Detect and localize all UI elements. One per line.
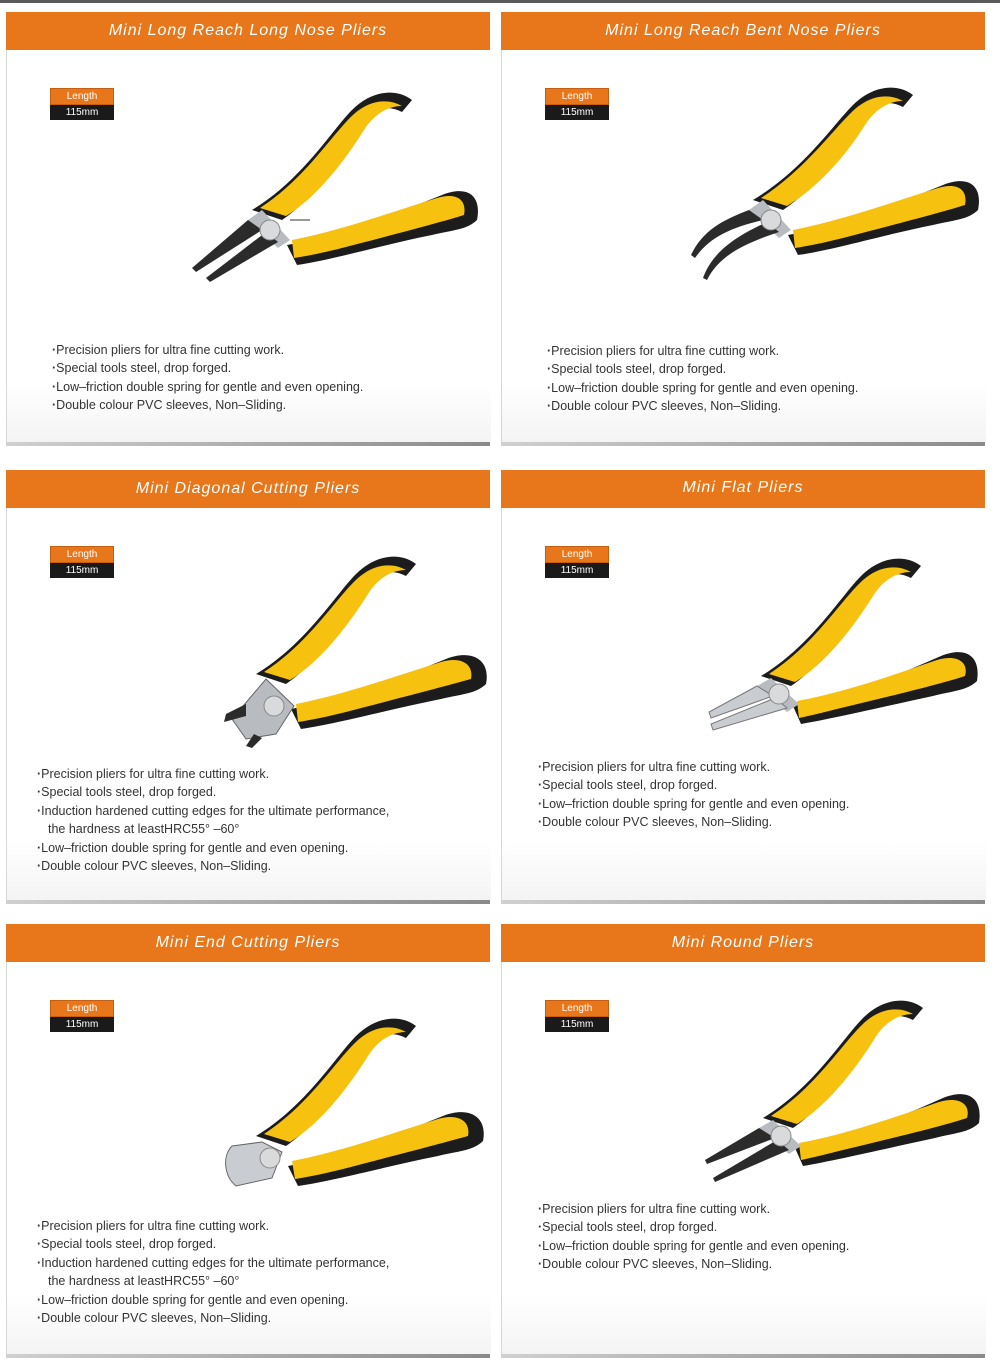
feature-item: · Special tools steel, drop forged. bbox=[538, 1218, 849, 1236]
product-card-bent-nose bbox=[501, 12, 985, 446]
feature-item: · Special tools steel, drop forged. bbox=[37, 1235, 389, 1253]
feature-item: · Low–friction double spring for gentle and even opening. bbox=[547, 379, 858, 397]
feature-item: · Low–friction double spring for gentle and even opening. bbox=[538, 795, 849, 813]
panel-shadow bbox=[6, 442, 490, 446]
feature-list bbox=[37, 1217, 389, 1327]
length-label: Length bbox=[50, 546, 114, 563]
panel-shadow bbox=[6, 1354, 490, 1358]
length-value: 115mm bbox=[545, 1017, 609, 1032]
length-badge bbox=[545, 1000, 609, 1032]
feature-item: · Precision pliers for ultra fine cutting work. bbox=[37, 1217, 389, 1235]
product-title: Mini Flat Pliers bbox=[501, 470, 985, 508]
feature-item: · Double colour PVC sleeves, Non–Sliding. bbox=[538, 1255, 849, 1273]
feature-list bbox=[538, 1200, 849, 1274]
length-label: Length bbox=[545, 546, 609, 563]
length-label: Length bbox=[50, 1000, 114, 1017]
diagonal-cutting-pliers-image bbox=[216, 534, 496, 754]
feature-item: · Double colour PVC sleeves, Non–Sliding. bbox=[37, 857, 389, 875]
long-nose-pliers-image bbox=[182, 70, 482, 290]
feature-item: · Precision pliers for ultra fine cutting work. bbox=[52, 341, 363, 359]
feature-item-continued: the hardness at leastHRC55° –60° bbox=[48, 822, 240, 837]
feature-item: · Precision pliers for ultra fine cutting work. bbox=[538, 758, 849, 776]
feature-item: · Precision pliers for ultra fine cutting work. bbox=[538, 1200, 849, 1218]
feature-item: · Double colour PVC sleeves, Non–Sliding. bbox=[52, 396, 363, 414]
feature-item: · Low–friction double spring for gentle and even opening. bbox=[37, 1291, 389, 1309]
length-value: 115mm bbox=[545, 105, 609, 120]
feature-item: · Special tools steel, drop forged. bbox=[52, 359, 363, 377]
feature-list bbox=[538, 758, 849, 832]
feature-item: · Precision pliers for ultra fine cutting work. bbox=[547, 342, 858, 360]
length-badge bbox=[545, 88, 609, 120]
length-value: 115mm bbox=[545, 563, 609, 578]
feature-list bbox=[547, 342, 858, 416]
length-badge bbox=[545, 546, 609, 578]
product-card-flat bbox=[501, 470, 985, 904]
panel-shadow bbox=[501, 442, 985, 446]
length-badge bbox=[50, 88, 114, 120]
length-value: 115mm bbox=[50, 563, 114, 578]
length-value: 115mm bbox=[50, 105, 114, 120]
bent-nose-pliers-image bbox=[683, 70, 983, 290]
product-title: Mini Long Reach Bent Nose Pliers bbox=[501, 12, 985, 50]
product-card-diagonal-cutting bbox=[6, 470, 490, 904]
feature-item: · Induction hardened cutting edges for the ultimate performance, bbox=[37, 1254, 389, 1272]
feature-item: · Low–friction double spring for gentle and even opening. bbox=[538, 1237, 849, 1255]
length-label: Length bbox=[545, 88, 609, 105]
round-nose-pliers-image bbox=[701, 988, 983, 1188]
feature-list bbox=[52, 341, 363, 415]
feature-item-continued: the hardness at leastHRC55° –60° bbox=[48, 1274, 240, 1289]
product-card-end-cutting bbox=[6, 924, 490, 1358]
product-card-round bbox=[501, 924, 985, 1358]
length-value: 115mm bbox=[50, 1017, 114, 1032]
product-title: Mini End Cutting Pliers bbox=[6, 924, 490, 962]
feature-item: · Double colour PVC sleeves, Non–Sliding. bbox=[547, 397, 858, 415]
feature-list bbox=[37, 765, 389, 875]
product-title: Mini Round Pliers bbox=[501, 924, 985, 962]
feature-item: · Low–friction double spring for gentle and even opening. bbox=[52, 378, 363, 396]
feature-item: · Precision pliers for ultra fine cutting work. bbox=[37, 765, 389, 783]
length-badge bbox=[50, 1000, 114, 1032]
end-cutting-pliers-image bbox=[212, 996, 492, 1206]
product-title: Mini Diagonal Cutting Pliers bbox=[6, 470, 490, 508]
feature-item: · Low–friction double spring for gentle and even opening. bbox=[37, 839, 389, 857]
feature-item: · Special tools steel, drop forged. bbox=[37, 783, 389, 801]
flat-pliers-image bbox=[701, 546, 981, 746]
length-label: Length bbox=[545, 1000, 609, 1017]
feature-item: · Double colour PVC sleeves, Non–Sliding. bbox=[37, 1309, 389, 1327]
panel-shadow bbox=[501, 900, 985, 904]
product-title: Mini Long Reach Long Nose Pliers bbox=[6, 12, 490, 50]
top-divider bbox=[0, 0, 1000, 3]
feature-item: · Induction hardened cutting edges for the ultimate performance, bbox=[37, 802, 389, 820]
product-card-long-nose bbox=[6, 12, 490, 446]
feature-item: · Special tools steel, drop forged. bbox=[538, 776, 849, 794]
feature-item: · Special tools steel, drop forged. bbox=[547, 360, 858, 378]
panel-shadow bbox=[501, 1354, 985, 1358]
length-badge bbox=[50, 546, 114, 578]
length-label: Length bbox=[50, 88, 114, 105]
feature-item: · Double colour PVC sleeves, Non–Sliding. bbox=[538, 813, 849, 831]
panel-shadow bbox=[6, 900, 490, 904]
